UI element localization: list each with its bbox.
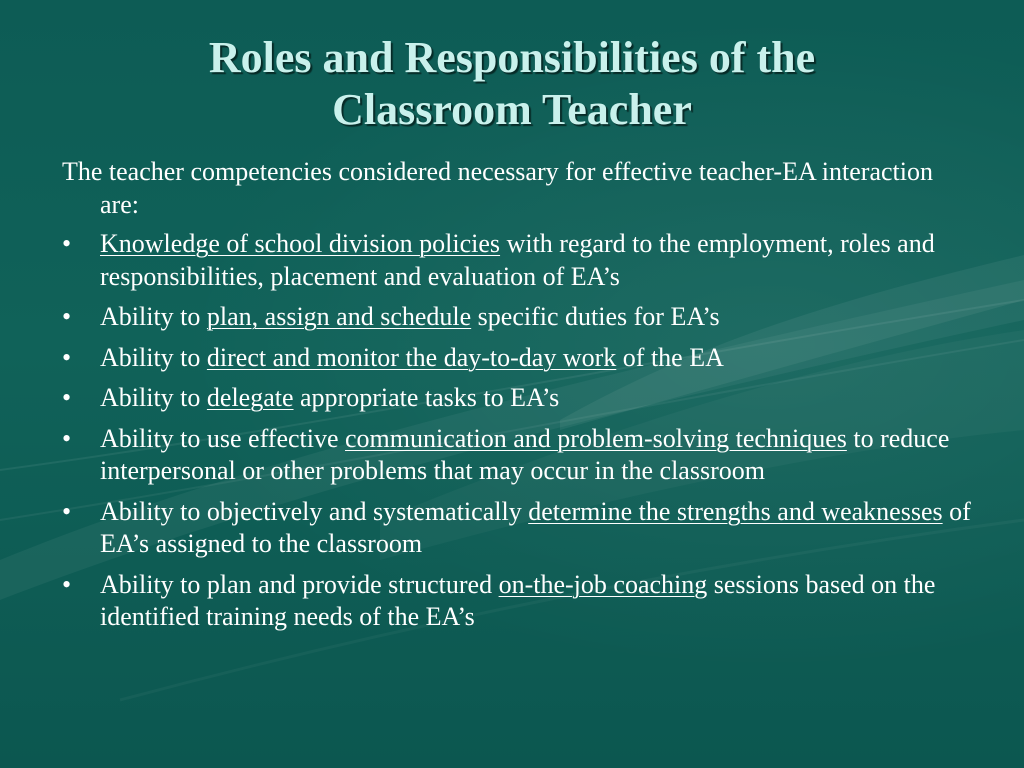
- list-item: [62, 382, 972, 415]
- bullet-icon: •: [62, 569, 72, 599]
- list-item: [62, 342, 972, 375]
- bullet-icon: •: [62, 342, 72, 372]
- bullet-text-suffix: of the EA: [616, 342, 724, 372]
- bullet-text-prefix: Ability to use effective: [100, 423, 346, 453]
- underlined-phrase: delegate: [206, 383, 294, 412]
- underlined-phrase: determine the strengths and weaknesses: [528, 496, 943, 526]
- title-line-1: Roles and Responsibilities of the: [208, 33, 816, 82]
- bullet-icon: •: [62, 302, 72, 331]
- underlined-phrase: communication and problem-solving techniques: [345, 423, 847, 453]
- bullet-text-suffix: sessions based on the identified training needs of the EA’s: [100, 569, 936, 631]
- title-line-2: Classroom Teacher: [332, 85, 692, 134]
- list-item: [62, 301, 972, 334]
- bullet-text-prefix: Ability to: [100, 342, 207, 372]
- bullet-text-prefix: Ability to: [100, 302, 207, 331]
- bullet-text-suffix: specific duties for EA’s: [471, 302, 720, 331]
- bullet-icon: •: [62, 229, 72, 258]
- bullet-text-prefix: Ability to objectively and systematically: [100, 496, 529, 526]
- slide-body: [62, 156, 972, 642]
- underlined-phrase: Knowledge of school division policies: [100, 229, 501, 258]
- intro-text: The teacher competencies considered necessary for effective teacher-EA interaction are:: [62, 157, 933, 219]
- underlined-phrase: plan, assign and schedule: [206, 302, 472, 331]
- bullet-text-prefix: Ability to plan and provide structured: [100, 569, 499, 599]
- bullet-icon: •: [62, 383, 72, 412]
- list-item: [62, 569, 972, 634]
- bullet-text-suffix: to reduce interpersonal or other problems that may occur in the classroom: [100, 423, 950, 485]
- underlined-phrase: direct and monitor the day-to-day work: [206, 342, 617, 372]
- list-item: [62, 423, 972, 488]
- bullet-text-prefix: Ability to: [100, 383, 207, 412]
- bullet-text-suffix: of EA’s assigned to the classroom: [100, 496, 971, 558]
- bullet-text-suffix: appropriate tasks to EA’s: [293, 383, 560, 412]
- underlined-phrase: on-the-job coaching: [498, 569, 708, 599]
- list-item: [62, 496, 972, 561]
- slide-title: [60, 32, 964, 136]
- bullet-text-suffix: with regard to the employment, roles and responsibilities, placement and evaluation of EA’s: [100, 229, 935, 291]
- bullet-icon: •: [62, 496, 72, 526]
- bullet-icon: •: [62, 423, 72, 453]
- competency-list: [62, 228, 972, 634]
- list-item: [62, 228, 972, 293]
